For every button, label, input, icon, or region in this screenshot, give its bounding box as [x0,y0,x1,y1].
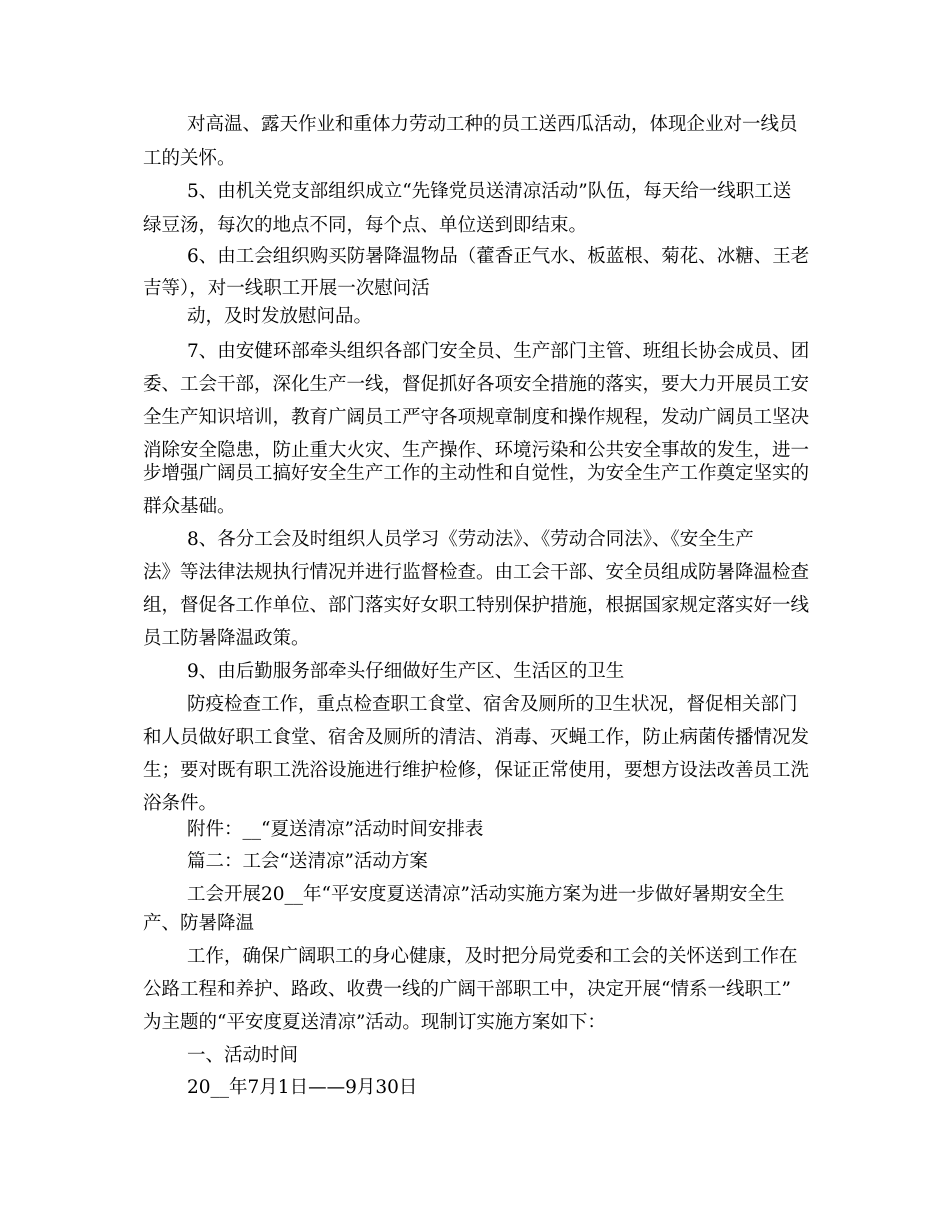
text-line: 生；要对既有职工洗浴设施进行维护检修，保证正常使用，要想方设法改善员工洗 [143,760,810,781]
text-line: 20__年7月1日——9月30日 [187,1077,418,1098]
text-line: 工会开展20__年“平安度夏送清凉”活动实施方案为进一步做好暑期安全生 [187,884,785,905]
text-line: 委、工会干部，深化生产一线，督促抓好各项安全措施的落实，要大力开展员工安 [143,374,810,395]
text-line: 防疫检查工作，重点检查职工食堂、宿舍及厕所的卫生状况，督促相关部门 [187,694,798,715]
text-line: 吉等），对一线职工开展一次慰问活 [143,278,430,299]
text-line: 动，及时发放慰问品。 [187,306,373,327]
text-line: 员工防暑降温政策。 [143,628,310,649]
text-line: 6、由工会组织购买防暑降温物品（藿香正气水、板蓝根、菊花、冰糖、王老 [187,246,810,267]
text-line: 7、由安健环部牵头组织各部门安全员、生产部门主管、班组长协会成员、团 [187,341,810,362]
text-line: 群众基础。 [143,496,236,517]
text-line: 8、各分工会及时组织人员学习《劳动法》、《劳动合同法》、《安全生产 [187,529,754,550]
text-line: 篇二：工会“送清凉”活动方案 [187,851,428,872]
text-line: 产、防暑降温 [143,913,255,934]
text-line: 浴条件。 [143,793,218,814]
text-line: 公路工程和养护、路政、收费一线的广阔干部职工中，决定开展“情系一线职工” [143,979,791,1000]
text-line: 9、由后勤服务部牵头仔细做好生产区、生活区的卫生 [187,661,625,682]
text-line: 和人员做好职工食堂、宿舍及厕所的清洁、消毒、灭蝇工作，防止病菌传播情况发 [143,727,810,748]
text-line: 工的关怀。 [143,148,236,169]
text-line: 附件：__“夏送清凉”活动时间安排表 [187,819,484,840]
text-line: 步增强广阔员工搞好安全生产工作的主动性和自觉性，为安全生产工作奠定坚实的 [143,463,810,484]
text-line: 为主题的“平安度夏送清凉”活动。现制订实施方案如下： [143,1012,606,1033]
text-line: 工作，确保广阔职工的身心健康，及时把分局党委和工会的关怀送到工作在 [187,946,798,967]
text-line: 对高温、露天作业和重体力劳动工种的员工送西瓜活动，体现企业对一线员 [187,114,798,135]
text-line: 法》等法律法规执行情况并进行监督检查。由工会干部、安全员组成防暑降温检查 [143,562,810,583]
text-line: 绿豆汤，每次的地点不同，每个点、单位送到即结束。 [143,215,588,236]
text-line: 消除安全隐患，防止重大火灾、生产操作、环境污染和公共安全事故的发生，进一 [143,440,810,461]
text-line: 一、活动时间 [187,1045,299,1066]
text-line: 全生产知识培训，教育广阔员工严守各项规章制度和操作规程，发动广阔员工坚决 [143,407,810,428]
text-line: 5、由机关党支部组织成立“先锋党员送清凉活动”队伍，每天给一线职工送 [187,181,792,202]
text-line: 组，督促各工作单位、部门落实好女职工特别保护措施，根据国家规定落实好一线 [143,595,810,616]
